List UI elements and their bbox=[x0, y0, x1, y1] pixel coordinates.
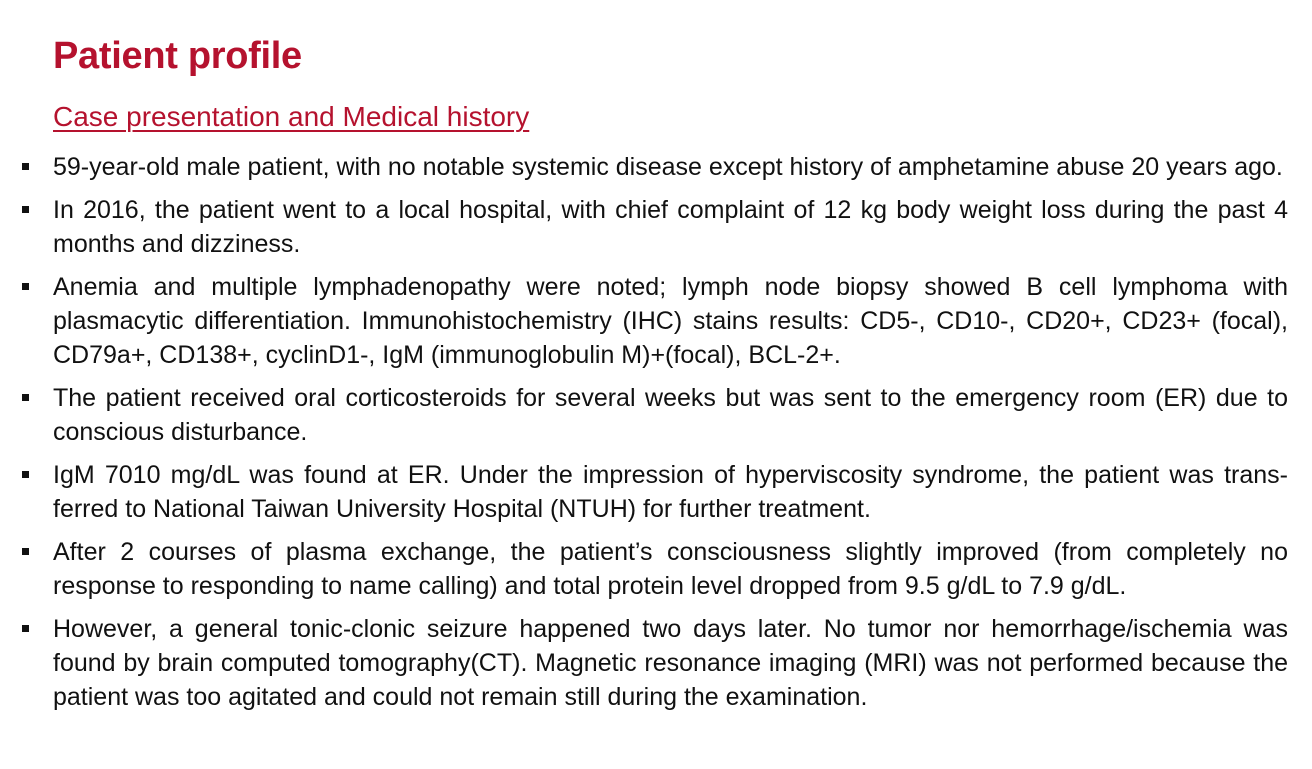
list-item bbox=[22, 535, 1288, 603]
square-bullet-icon bbox=[22, 625, 29, 632]
list-item-text: In 2016, the patient went to a local hospital, with chief complaint of 12 kg body weight loss during the past 4 months and dizziness. bbox=[53, 196, 1288, 258]
list-item bbox=[22, 270, 1288, 372]
square-bullet-icon bbox=[22, 394, 29, 401]
list-item-text: 59-year-old male patient, with no notable systemic disease except history of amphetamine abuse 20 years ago. bbox=[53, 153, 1283, 181]
list-item bbox=[22, 193, 1288, 261]
list-item bbox=[22, 150, 1288, 184]
list-item bbox=[22, 458, 1288, 526]
list-item bbox=[22, 381, 1288, 449]
square-bullet-icon bbox=[22, 283, 29, 290]
square-bullet-icon bbox=[22, 471, 29, 478]
list-item-text: After 2 courses of plasma exchange, the patient’s consciousness slightly improved (from completely no response to responding to name calling) and total protein level dropped from 9.5 g/dL to 7.9 g/dL. bbox=[53, 538, 1288, 600]
square-bullet-icon bbox=[22, 163, 29, 170]
list-item-text: Anemia and multiple lymphadenopathy were noted; lymph node biopsy showed B cell lymphoma with plasmacytic differentiation. Immunohistochemistry (IHC) stains results: CD5-, CD10-, CD20+, CD23+ (focal), CD79a+, CD138+, cyclinD1-, IgM (immunoglobulin M)+(focal), BCL-2+. bbox=[53, 273, 1288, 369]
section-subtitle: Case presentation and Medical history bbox=[53, 101, 530, 132]
square-bullet-icon bbox=[22, 548, 29, 555]
list-item bbox=[22, 612, 1288, 714]
bullet-list bbox=[22, 150, 1288, 723]
list-item-text: IgM 7010 mg/dL was found at ER. Under the impression of hyperviscosity syndrome, the patient was transferred to National Taiwan University Hospital (NTUH) for further treatment. bbox=[53, 461, 1288, 523]
page-title: Patient profile bbox=[53, 35, 302, 77]
square-bullet-icon bbox=[22, 206, 29, 213]
list-item-text: The patient received oral corticosteroids for several weeks but was sent to the emergency room (ER) due to conscious disturbance. bbox=[53, 384, 1288, 446]
list-item-text: However, a general tonic-clonic seizure happened two days later. No tumor nor hemorrhage/ischemia was found by brain computed tomography(CT). Magnetic resonance imaging (MRI) was not performed because the patient was too agitated and could not remain still during the examination. bbox=[53, 615, 1288, 711]
